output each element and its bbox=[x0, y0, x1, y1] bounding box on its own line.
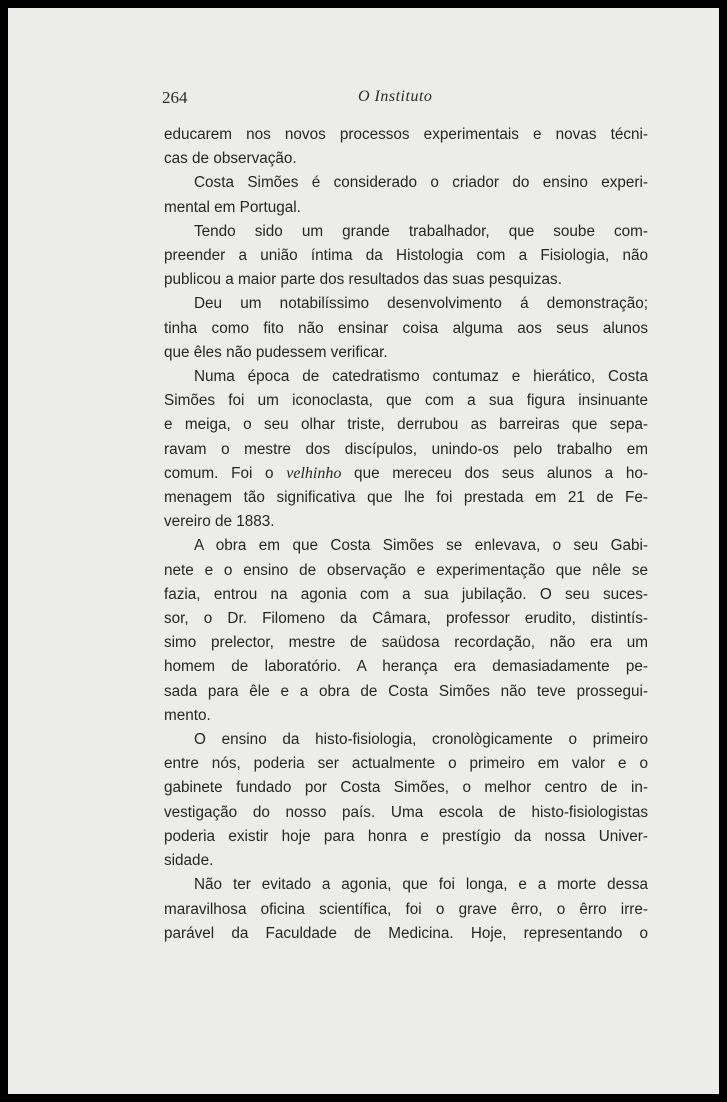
text-line: preender a união íntima da Histologia com a Fisiologia, não bbox=[164, 247, 648, 265]
text-line: A obra em que Costa Simões se enlevava, o seu Gabi- bbox=[194, 537, 648, 555]
text-line: sor, o Dr. Filomeno da Câmara, professor erudito, distintís- bbox=[164, 610, 648, 628]
text-line: Tendo sido um grande trabalhador, que soube com- bbox=[194, 222, 648, 240]
text-line: Simões foi um iconoclasta, que com a sua figura insinuante bbox=[164, 392, 648, 410]
text-line: poderia existir hoje para honra e prestígio da nossa Univer- bbox=[164, 827, 648, 845]
text-line: tinha como fito não ensinar coisa alguma aos seus alunos bbox=[164, 319, 648, 337]
text-line: educarem nos novos processos experimentais e novas técni- bbox=[164, 126, 648, 143]
text-segment: comum. Foi o bbox=[164, 464, 287, 482]
text-line: sada para êle e a obra de Costa Simões não teve prossegui- bbox=[164, 682, 648, 700]
text-line: e meiga, o seu olhar triste, derrubou as barreiras que sepa- bbox=[164, 416, 648, 434]
text-line: fazia, entrou na agonia com a sua jubilação. O seu suces- bbox=[164, 585, 648, 603]
text-line: vereiro de 1883. bbox=[164, 513, 275, 531]
text-line: Deu um notabilíssimo desenvolvimento á demonstração; bbox=[194, 295, 648, 313]
text-line bbox=[164, 462, 648, 486]
text-line: Costa Simões é considerado o criador do ensino experi- bbox=[194, 174, 648, 192]
text-line: homem de laboratório. A herança era demasiadamente pe- bbox=[164, 658, 648, 676]
text-line: gabinete fundado por Costa Simões, o melhor centro de in- bbox=[164, 779, 648, 797]
text-segment: que mereceu dos seus alunos a ho- bbox=[341, 464, 648, 482]
text-line: nete e o ensino de observação e experimentação que nêle se bbox=[164, 561, 648, 579]
text-line: Numa época de catedratismo contumaz e hierático, Costa bbox=[194, 368, 648, 386]
text-line: mental em Portugal. bbox=[164, 198, 301, 216]
running-title: O Instituto bbox=[358, 88, 433, 105]
text-line: mento. bbox=[164, 706, 211, 724]
text-line: ravam o mestre dos discípulos, unindo-os pelo trabalho em bbox=[164, 440, 648, 458]
text-line: entre nós, poderia ser actualmente o primeiro em valor e o bbox=[164, 755, 648, 773]
text-line: publicou a maior parte dos resultados das suas pesquizas. bbox=[164, 271, 562, 289]
page-number: 264 bbox=[162, 88, 188, 107]
text-line: simo prelector, mestre de saüdosa recordação, não era um bbox=[164, 634, 648, 652]
italic-word: velhinho bbox=[286, 464, 342, 482]
text-line: que êles não pudessem verificar. bbox=[164, 343, 388, 361]
book-page bbox=[8, 8, 719, 1094]
text-line: Não ter evitado a agonia, que foi longa, e a morte dessa bbox=[194, 876, 648, 894]
text-line: maravilhosa oficina scientífica, foi o grave êrro, o êrro irre- bbox=[164, 900, 648, 918]
text-line: sidade. bbox=[164, 852, 214, 870]
body-text bbox=[164, 123, 648, 946]
text-line: menagem tão significativa que lhe foi prestada em 21 de Fe- bbox=[164, 489, 648, 507]
text-line: vestigação do nosso país. Uma escola de histo-fisiologistas bbox=[164, 803, 648, 821]
page-header bbox=[8, 88, 719, 112]
text-line: parável da Faculdade de Medicina. Hoje, representando o bbox=[164, 924, 648, 942]
text-line: cas de observação. bbox=[164, 150, 297, 168]
text-line: O ensino da histo-fisiologia, cronològicamente o primeiro bbox=[194, 731, 648, 749]
